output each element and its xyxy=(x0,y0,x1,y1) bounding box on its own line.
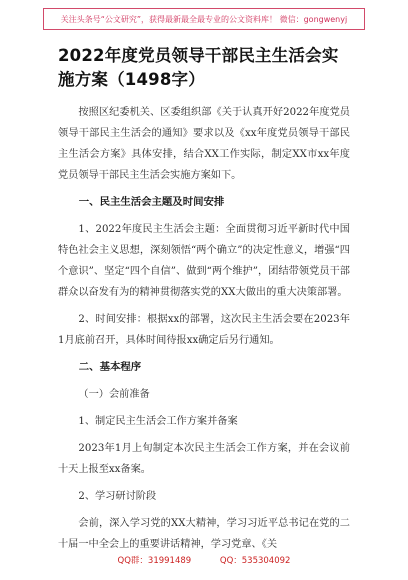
theme-paragraph: 1、2022年度民主生活会主题：全面贯彻习近平新时代中国特色社会主义思想，深刻领悟“两个确立”的决定性意义，增强“四个意识”、坚定“四个自信”、做到“两个维护”，团结带领党员干部群众以奋发有为的精神贯彻落实党的XX大做出的重大决策部署。 xyxy=(58,224,350,298)
document-body xyxy=(58,44,350,561)
item-heading-1: 1、制定民主生活会工作方案并备案 xyxy=(78,416,238,427)
plan-paragraph: 2023年1月上旬制定本次民主生活会工作方案，并在会议前十天上报至xx备案。 xyxy=(58,443,350,475)
schedule-paragraph: 2、时间安排：根据xx的部署，这次民主生活会要在2023年1月底前召开，具体时间待报xx确定后另行通知。 xyxy=(58,314,350,346)
intro-paragraph: 按照区纪委机关、区委组织部《关于认真开好2022年度党员领导干部民主生活会的通知》要求以及《xx年度党员领导干部民主生活会方案》具体安排，结合XX工作实际，制定XX市xx年度党员领导干部民主生活会实施方案如下。 xyxy=(58,107,350,181)
document-title: 2022年度党员领导干部民主生活会实施方案（1498字） xyxy=(58,46,339,89)
contact-footer xyxy=(0,554,408,566)
subsection-heading: （一）会前准备 xyxy=(78,389,150,400)
qq-contact: QQ：535304092 xyxy=(219,556,291,566)
promo-banner: 关注头条号“公文研究”，获得最新最全最专业的公文资料库！ 微信：gongwenyj xyxy=(43,8,365,30)
item-heading-2: 2、学习研讨阶段 xyxy=(78,491,157,502)
study-paragraph: 会前，深入学习党的XX大精神，学习习近平总书记在党的二十届一中全会上的重要讲话精神，学习党章、《关 xyxy=(58,518,350,550)
section-heading-1: 一、民主生活会主题及时间安排 xyxy=(78,196,225,208)
qq-group: QQ群：31991489 xyxy=(117,556,192,566)
section-heading-2: 二、基本程序 xyxy=(78,361,142,373)
